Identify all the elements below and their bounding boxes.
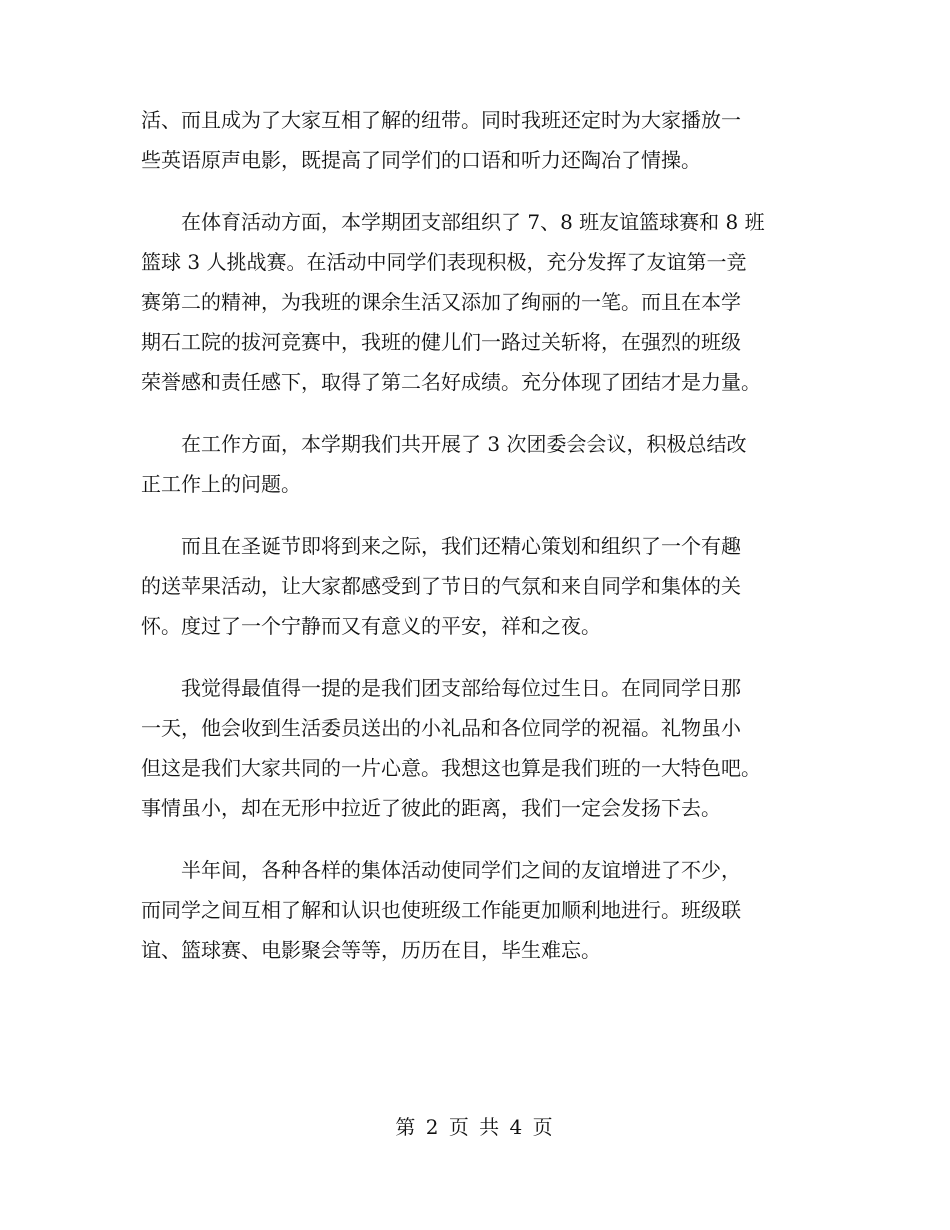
- paragraph-5: [141, 668, 811, 828]
- text-line: 的送苹果活动，让大家都感受到了节日的气氛和来自同学和集体的关: [141, 574, 741, 598]
- text-line: 赛第二的精神，为我班的课余生活又添加了绚丽的一笔。而且在本学: [141, 290, 741, 314]
- text-line: 怀。度过了一个宁静而又有意义的平安，祥和之夜。: [141, 614, 601, 638]
- text-line: 而且在圣诞节即将到来之际，我们还精心策划和组织了一个有趣: [141, 534, 741, 558]
- text-line: 在工作方面，本学期我们共开展了 3 次团委会会议，积极总结改: [141, 432, 747, 456]
- text-line: 我觉得最值得一提的是我们团支部给每位过生日。在同同学日那: [141, 676, 741, 700]
- text-line: 正工作上的问题。: [141, 472, 301, 496]
- paragraph-3: [141, 424, 811, 504]
- text-line: 活、而且成为了大家互相了解的纽带。同时我班还定时为大家播放一: [141, 108, 741, 132]
- paragraph-2: [141, 202, 811, 402]
- page-number-footer: 第 2 页 共 4 页: [395, 1115, 555, 1139]
- text-line: 些英语原声电影，既提高了同学们的口语和听力还陶冶了情操。: [141, 148, 701, 172]
- text-line: 谊、篮球赛、电影聚会等等，历历在目，毕生难忘。: [141, 938, 601, 962]
- text-line: 荣誉感和责任感下，取得了第二名好成绩。充分体现了团结才是力量。: [141, 370, 761, 394]
- text-line: 而同学之间互相了解和认识也使班级工作能更加顺利地进行。班级联: [141, 898, 741, 922]
- text-line: 事情虽小，却在无形中拉近了彼此的距离，我们一定会发扬下去。: [141, 796, 721, 820]
- paragraph-6: [141, 850, 811, 970]
- text-line: 篮球 3 人挑战赛。在活动中同学们表现积极，充分发挥了友谊第一竞: [141, 250, 747, 274]
- text-line: 半年间，各种各样的集体活动使同学们之间的友谊增进了不少，: [141, 858, 741, 882]
- document-body: [141, 100, 811, 992]
- text-line: 在体育活动方面，本学期团支部组织了 7、8 班友谊篮球赛和 8 班: [141, 210, 765, 234]
- text-line: 一天，他会收到生活委员送出的小礼品和各位同学的祝福。礼物虽小: [141, 716, 741, 740]
- paragraph-1: [141, 100, 811, 180]
- text-line: 期石工院的拔河竞赛中，我班的健儿们一路过关斩将，在强烈的班级: [141, 330, 741, 354]
- paragraph-4: [141, 526, 811, 646]
- text-line: 但这是我们大家共同的一片心意。我想这也算是我们班的一大特色吧。: [141, 756, 761, 780]
